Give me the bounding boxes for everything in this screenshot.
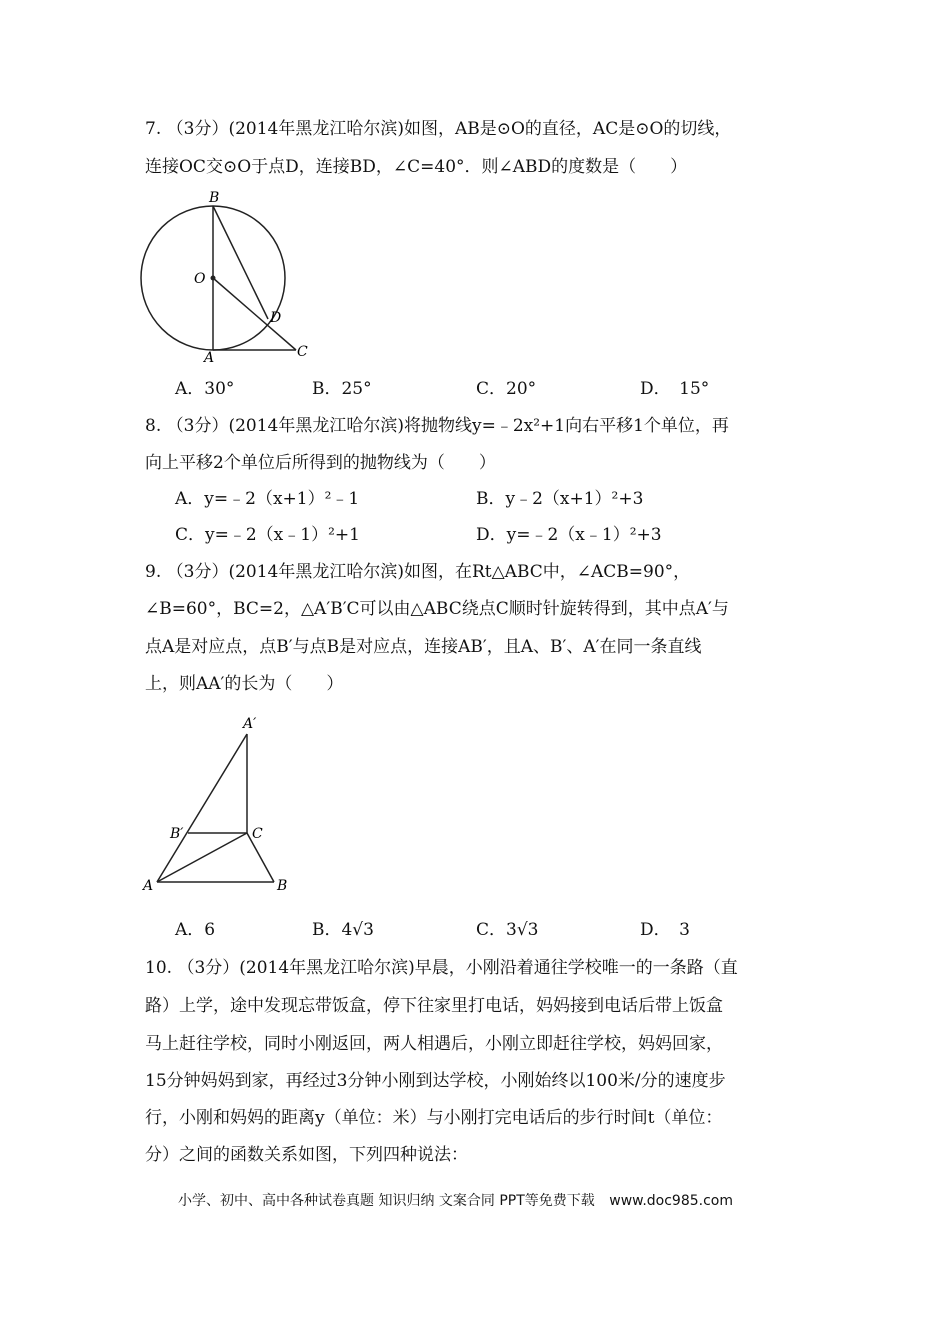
q10-text-line1: 10. （3分）(2014年黑龙江哈尔滨)早晨，小刚沿着通往学校唯一的一条路（直: [145, 958, 738, 978]
q9-option-a: A．6: [175, 920, 216, 940]
q7-label-B: B: [209, 190, 220, 206]
q7-text-line1: 7. （3分）(2014年黑龙江哈尔滨)如图，AB是⊙O的直径，AC是⊙O的切线，: [145, 119, 732, 139]
q7-label-D: D: [270, 310, 282, 326]
q7-label-A: A: [204, 350, 215, 366]
q8-text-line1: 8. （3分）(2014年黑龙江哈尔滨)将抛物线y=﹣2x²+1向右平移1个单位，再: [145, 416, 729, 436]
q8-option-b: B．y﹣2（x+1）²+3: [476, 489, 644, 509]
q9-label-a: A: [143, 878, 154, 894]
q10-text-line6: 分）之间的函数关系如图，下列四种说法：: [145, 1145, 468, 1165]
q8-text-line2: 向上平移2个单位后所得到的抛物线为（ ）: [145, 453, 496, 473]
q9-option-d: D． 3: [640, 920, 690, 940]
q7-option-c: C．20°: [476, 379, 537, 399]
q9-option-c: C．3√3: [476, 920, 539, 940]
footer-url[interactable]: www.doc985.com: [609, 1193, 733, 1209]
q10-text-line3: 马上赶往学校，同时小刚返回，两人相遇后，小刚立即赶往学校，妈妈回家，: [145, 1034, 723, 1054]
q7-option-b: B．25°: [312, 379, 372, 399]
q9-text-line1: 9. （3分）(2014年黑龙江哈尔滨)如图，在Rt△ABC中，∠ACB=90°，: [145, 562, 691, 582]
q7-circle-figure: [138, 186, 328, 366]
q9-text-line4: 上，则AA′的长为（ ）: [145, 674, 344, 694]
q9-text-line3: 点A是对应点，点B′与点B是对应点，连接AB′，且A、B′、A′在同一条直线: [145, 637, 702, 657]
q8-option-a: A．y=﹣2（x+1）²﹣1: [175, 489, 360, 509]
q9-label-b: B: [277, 878, 288, 894]
q7-option-d: D． 15°: [640, 379, 710, 399]
q10-text-line4: 15分钟妈妈到家，再经过3分钟小刚到达学校，小刚始终以100米/分的速度步: [145, 1071, 726, 1091]
q7-label-O: O: [194, 271, 206, 287]
q7-option-a: A．30°: [175, 379, 235, 399]
q8-option-c: C．y=﹣2（x﹣1）²+1: [175, 525, 360, 545]
q9-label-b-prime: B′: [170, 826, 184, 842]
q9-triangle-figure: [140, 712, 300, 897]
q10-text-line2: 路）上学，途中发现忘带饭盒，停下往家里打电话，妈妈接到电话后带上饭盒: [145, 996, 723, 1016]
q9-label-c: C: [252, 826, 263, 842]
page-footer: [178, 1191, 733, 1211]
q9-text-line2: ∠B=60°，BC=2，△A′B′C可以由△ABC绕点C顺时针旋转得到，其中点A′与: [145, 599, 729, 619]
q10-text-line5: 行，小刚和妈妈的距离y（单位：米）与小刚打完电话后的步行时间t（单位：: [145, 1108, 723, 1128]
q7-text-line2: 连接OC交⊙O于点D，连接BD，∠C=40°．则∠ABD的度数是（ ）: [145, 157, 688, 177]
q9-label-a-prime: A′: [243, 716, 257, 732]
q9-option-b: B．4√3: [312, 920, 374, 940]
footer-text: 小学、初中、高中各种试卷真题 知识归纳 文案合同 PPT等免费下载: [178, 1193, 595, 1209]
q7-label-C: C: [297, 344, 308, 360]
q8-option-d: D．y=﹣2（x﹣1）²+3: [476, 525, 662, 545]
